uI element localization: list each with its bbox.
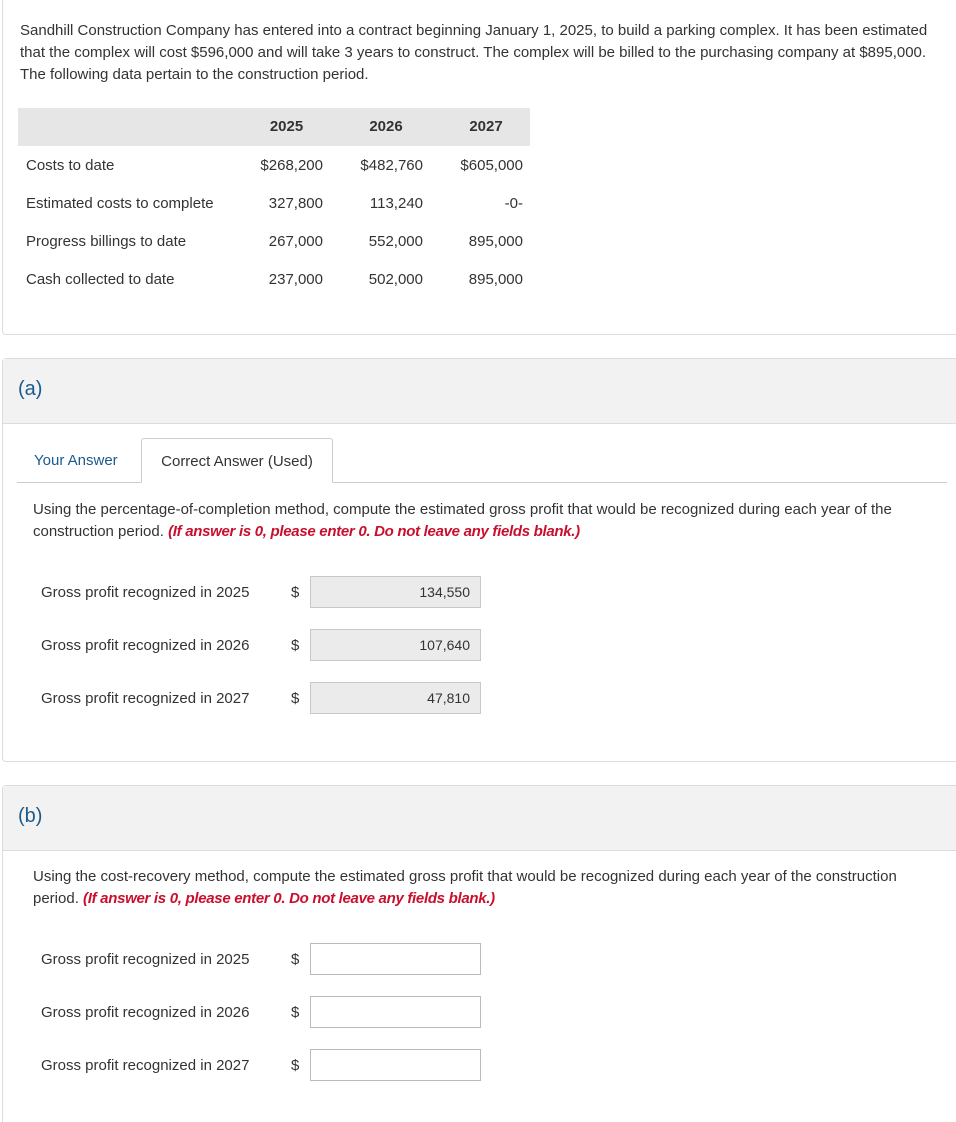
part-b-row-2025 (41, 943, 481, 975)
part-a-instruction-text: Using the percentage-of-completion method, compute the estimated gross profit that would be recognized during each year of the construction period. (33, 501, 892, 540)
part-b-letter: (b) (18, 805, 43, 827)
cell-value: 895,000 (468, 270, 523, 288)
gp-label: Gross profit recognized in 2025 (41, 950, 250, 968)
dollar-sign: $ (291, 636, 300, 654)
part-a-instruction (33, 499, 923, 543)
part-a-row-2027 (41, 682, 481, 714)
gp-label: Gross profit recognized in 2027 (41, 1056, 250, 1074)
cell-value: 552,000 (368, 232, 423, 250)
dollar-sign: $ (291, 1056, 300, 1074)
dollar-sign: $ (291, 583, 300, 601)
cell-value: $482,760 (360, 156, 423, 174)
part-a-warning: (If answer is 0, please enter 0. Do not leave any fields blank.) (168, 523, 580, 540)
cell-value: 895,000 (468, 232, 523, 250)
tab-correct-answer[interactable]: Correct Answer (Used) (141, 438, 333, 483)
problem-statement: Sandhill Construction Company has entered into a contract beginning January 1, 2025, to build a parking complex. It has been estimated that the complex will cost $596,000 and will take 3 years to construct. The complex will be billed to the purchasing company at $895,000. The following data pertain to the construction period. (20, 22, 928, 83)
dollar-sign: $ (291, 950, 300, 968)
cr-gp-2026-input[interactable] (310, 996, 481, 1028)
construction-data-table (18, 108, 530, 298)
cell-value: 113,240 (369, 194, 423, 212)
tab-your-answer[interactable]: Your Answer (34, 452, 118, 469)
table-row (18, 260, 530, 298)
table-header-2025: 2025 (269, 118, 304, 135)
table-header-2026: 2026 (369, 118, 403, 135)
part-a-letter: (a) (18, 378, 43, 400)
cell-value: 502,000 (368, 270, 423, 288)
part-a-header (3, 359, 956, 424)
part-a-row-2025 (41, 576, 481, 608)
row-label: Estimated costs to complete (26, 194, 214, 212)
part-b-instruction-text: Using the cost-recovery method, compute the estimated gross profit that would be recognized during each year of the construction period. (33, 868, 897, 907)
answer-tabs (17, 438, 947, 483)
cr-gp-2025-input[interactable] (310, 943, 481, 975)
cell-value: $605,000 (460, 156, 523, 174)
cell-value: $268,200 (260, 156, 323, 174)
gp-label: Gross profit recognized in 2025 (41, 583, 250, 601)
part-b-row-2026 (41, 996, 481, 1028)
part-b-warning: (If answer is 0, please enter 0. Do not leave any fields blank.) (83, 890, 495, 907)
part-b-header (3, 786, 956, 851)
gp-label: Gross profit recognized in 2027 (41, 689, 250, 707)
table-row (18, 146, 530, 184)
gp-2025-input[interactable] (310, 576, 481, 608)
part-a-row-2026 (41, 629, 481, 661)
table-row (18, 184, 530, 222)
cr-gp-2027-input[interactable] (310, 1049, 481, 1081)
part-b-row-2027 (41, 1049, 481, 1081)
gp-label: Gross profit recognized in 2026 (41, 1003, 250, 1021)
cell-value: 327,800 (268, 194, 323, 212)
table-header-2027: 2027 (469, 118, 503, 135)
gp-label: Gross profit recognized in 2026 (41, 636, 250, 654)
dollar-sign: $ (291, 689, 300, 707)
table-row (18, 222, 530, 260)
table-header-row (18, 108, 530, 146)
cell-value: 267,000 (268, 232, 323, 250)
part-b-instruction (33, 866, 923, 910)
row-label: Cash collected to date (26, 270, 175, 288)
cell-value: 237,000 (268, 270, 323, 288)
gp-2027-input[interactable] (310, 682, 481, 714)
gp-2026-input[interactable] (310, 629, 481, 661)
dollar-sign: $ (291, 1003, 300, 1021)
row-label: Costs to date (26, 156, 115, 174)
row-label: Progress billings to date (26, 232, 187, 250)
cell-value: -0- (504, 194, 523, 212)
